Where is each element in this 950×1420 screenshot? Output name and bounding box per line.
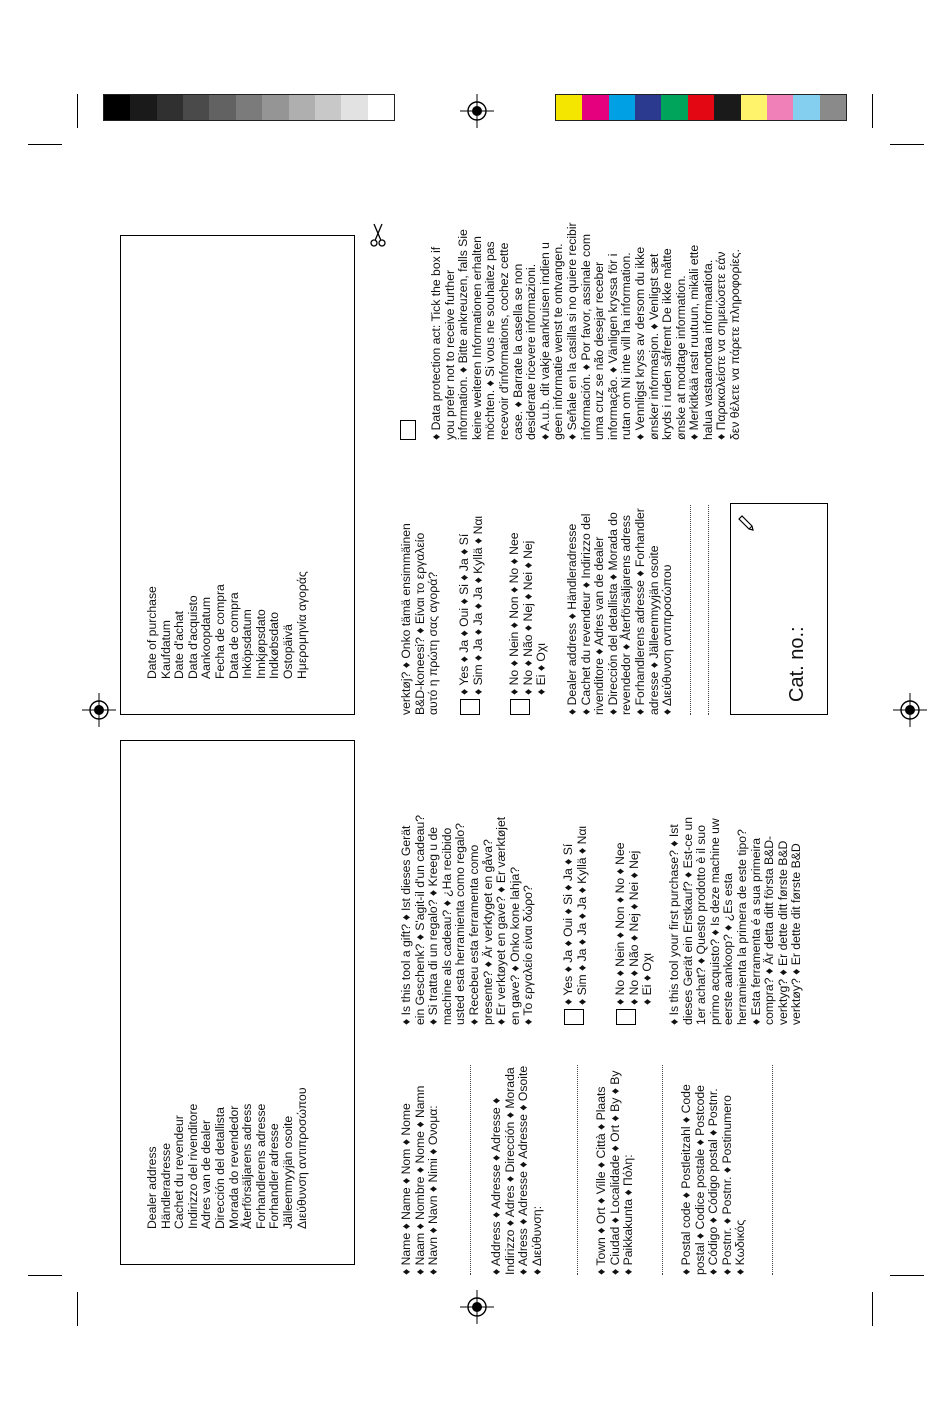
color-swatch	[714, 95, 740, 120]
first-purchase-no-label: ♦ No ♦ Nein ♦ Non ♦ No ♦ Nee ♦ No ♦ Não ♦ Nej ♦ Nei ♦ Nej ♦ Ei ♦ Οχι	[507, 532, 549, 695]
first-purchase-question-continued: verktøj? ♦ Onko tämä ensimmäinen B&D-koneesi? ♦ Είναι το εργαλείο αυτό η πρώτη σας αγορά?	[399, 523, 441, 715]
pen-icon	[737, 514, 755, 532]
postal-code-label: ♦ Postal code ♦ Postleitzahl ♦ Code postal ♦ Codice postale ♦ Postcode ♦ Código ♦ Código postal ♦ Postnr. ♦ Postnr. ♦ Postnr. ♦ Postinumero ♦ Κωδικός	[679, 1084, 748, 1275]
color-swatch	[741, 95, 767, 120]
color-swatch	[635, 95, 661, 120]
address-label: ♦ Address ♦ Adresse ♦ Adresse ♦ Indirizzo ♦ Adres ♦ Dirección ♦ Morada ♦ Adress ♦ Adresse ♦ Adresse ♦ Osoite ♦ Διεύθυνση:	[489, 1065, 544, 1275]
scissors-icon	[370, 223, 386, 247]
dealer-address-labels: Dealer address Händleradresse Cachet du revendeur Indirizzo del rivenditore Adres van de dealer Dirección del detallista Morada do revendedor Återförsäljarens adress Forhandlerens adresse Forhandler adresse Jälleenmyyjän osoite Διεύθυνση αντιπροσώπου	[145, 1087, 309, 1229]
crop-mark	[872, 1292, 873, 1326]
dealer-address-input-line[interactable]	[690, 505, 691, 715]
first-purchase-yes-label: ♦ Yes ♦ Ja ♦ Oui ♦ Si ♦ Ja ♦ Sí ♦ Sim ♦ Ja ♦ Ja ♦ Ja ♦ Kyllä ♦ Ναι	[457, 515, 485, 695]
dealer-address-question: ♦ Dealer address ♦ Händleradresse ♦ Cachet du revendeur ♦ Indirizzo del rivenditore ♦ Adres van de dealer ♦ Dirección del detallista ♦ Morada do revendedor ♦ Återförsäljarens adress ♦ Forhandlerens adresse ♦ Forhandler adresse ♦ Jälleenmyyjän osoite ♦ Διεύθυνση αντιπροσώπου	[565, 508, 675, 715]
color-swatch	[661, 95, 687, 120]
crop-mark	[890, 1275, 924, 1276]
address-input-line[interactable]	[577, 1065, 578, 1275]
gift-question: ♦ Is this tool a gift? ♦ Ist dieses Gerät ein Geschenk? ♦ S'agit-il d'un cadeau? ♦ Si tratta di un regalo? ♦ Kreeg u de machine als cadeau? ♦ ¿Ha recibido usted esta herramienta como regalo? ♦ Recebeu esta ferramenta como presente? ♦ Är verktyget en gåva? ♦ Er verktøyet en gave? ♦ Er værktøjet en gave? ♦ Onko kone lahja? ♦ Το εργαλείο είναι δώρο?	[399, 814, 536, 1025]
color-swatch	[767, 95, 793, 120]
color-swatch	[556, 95, 582, 120]
color-swatch	[609, 95, 635, 120]
gift-no-label: ♦ No ♦ Nein ♦ Non ♦ No ♦ Nee ♦ No ♦ Não ♦ Nej ♦ Nei ♦ Nej ♦ Ei ♦ Οχι	[613, 842, 655, 1005]
gray-swatch	[104, 95, 130, 120]
name-label: ♦ Name ♦ Name ♦ Nom ♦ Nome ♦ Naam ♦ Nombre ♦ Nome ♦ Namn ♦ Navn ♦ Navn ♦ Nimi ♦ Ονομα:	[399, 1085, 441, 1275]
gift-no-checkbox[interactable]	[616, 1009, 636, 1025]
gray-swatch	[341, 95, 367, 120]
first-purchase-no-checkbox[interactable]	[510, 699, 530, 715]
color-swatch	[793, 95, 819, 120]
process-color-bar	[555, 94, 847, 121]
date-of-purchase-box[interactable]	[120, 235, 355, 715]
name-input-line[interactable]	[470, 1065, 471, 1275]
gift-yes-label: ♦ Yes ♦ Ja ♦ Oui ♦ Si ♦ Ja ♦ Sí ♦ Sim ♦ Ja ♦ Ja ♦ Ja ♦ Kyllä ♦ Ναι	[561, 825, 589, 1005]
color-swatch	[582, 95, 608, 120]
gray-swatch	[183, 95, 209, 120]
dealer-address-box[interactable]	[120, 740, 355, 1265]
town-label: ♦ Town ♦ Ort ♦ Ville ♦ Città ♦ Plaats ♦ Ciudad ♦ Localidade ♦ Ort ♦ By ♦ By ♦ Paikkakunta ♦ Πόλη:	[594, 1070, 636, 1275]
gray-swatch	[157, 95, 183, 120]
crop-mark	[28, 144, 62, 145]
gray-swatch	[368, 95, 394, 120]
town-input-line[interactable]	[662, 1065, 663, 1275]
registration-target-icon	[893, 693, 927, 727]
crop-mark	[872, 94, 873, 128]
gray-swatch	[315, 95, 341, 120]
gift-yes-checkbox[interactable]	[564, 1009, 584, 1025]
gray-swatch	[262, 95, 288, 120]
crop-mark	[28, 1275, 62, 1276]
first-purchase-question: ♦ Is this tool your first purchase? ♦ Ist dieses Gerät ein Erstkauf? ♦ Est-ce un 1er achat? ♦ Questo prodotto è il suo primo acquisto? ♦ Is deze machine uw eerste aankoop? ♦ ¿Es esta herramienta la primera de este tipo? ♦ Esta ferramenta é a sua primeira compra? ♦ Är detta ditt första B&D- verktyg? ♦ Er dette ditt første B&D verktøy? ♦ Er dette dit første B&D	[667, 816, 804, 1025]
registration-target-icon	[460, 1290, 494, 1324]
dealer-address-input-line[interactable]	[708, 505, 709, 715]
crop-mark	[77, 1292, 78, 1326]
date-of-purchase-labels: Date of purchase Kaufdatum Date d'achat Data d'acquisto Aankoopdatum Fecha de compra Data de compra Inköpsdatum Innkjøpsdato Indkøbsdato Ostopäivä Ημερομηνία αγοράς	[145, 571, 309, 679]
data-protection-notice: ♦ Data protection act: Tick the box if you prefer not to receive further information. ♦ Bitte ankreuzen, falls Sie keine weiteren Informationen erhalten möchten. ♦ Si vous ne souhaitez pas recevoir d'informations, cochez cette case. ♦ Barrate la casella se non desiderate ricevere informazioni. ♦ A.u.b. dit vakje aankruisen indien u geen informatie wenst te ontvangen. ♦ Señale en la casilla si no quiere recibir información. ♦ Por favor, assinale com uma cruz se não desejar receber informação. ♦ Vänligen kryssa för i rutan om Ni inte vill ha information. ♦ Vennligst kryss av dersom du ikke ønsker informasjon. ♦ Venligst sæt kryds i ruden såfremt De ikke måtte ønske at modtage information. ♦ Merkitkää rasti ruutuun, mikäli ette halua vastaanottaa informaatiota. ♦ Παρακαλείστε να σημειώσετε εάν δεν θέλετε να πάρετε πληροφορίες.	[429, 222, 743, 440]
grayscale-color-bar	[103, 94, 395, 121]
first-purchase-yes-checkbox[interactable]	[460, 699, 480, 715]
cat-no-label: Cat. no.:	[786, 626, 808, 702]
gray-swatch	[236, 95, 262, 120]
crop-mark	[890, 144, 924, 145]
postal-code-input-line[interactable]	[772, 1065, 773, 1275]
gray-swatch	[209, 95, 235, 120]
registration-card	[100, 222, 808, 1275]
color-swatch	[820, 95, 846, 120]
gray-swatch	[130, 95, 156, 120]
data-protection-checkbox[interactable]	[400, 420, 416, 440]
registration-target-icon	[460, 94, 494, 128]
gray-swatch	[289, 95, 315, 120]
color-swatch	[688, 95, 714, 120]
cat-no-box[interactable]	[730, 503, 828, 715]
crop-mark	[77, 94, 78, 128]
